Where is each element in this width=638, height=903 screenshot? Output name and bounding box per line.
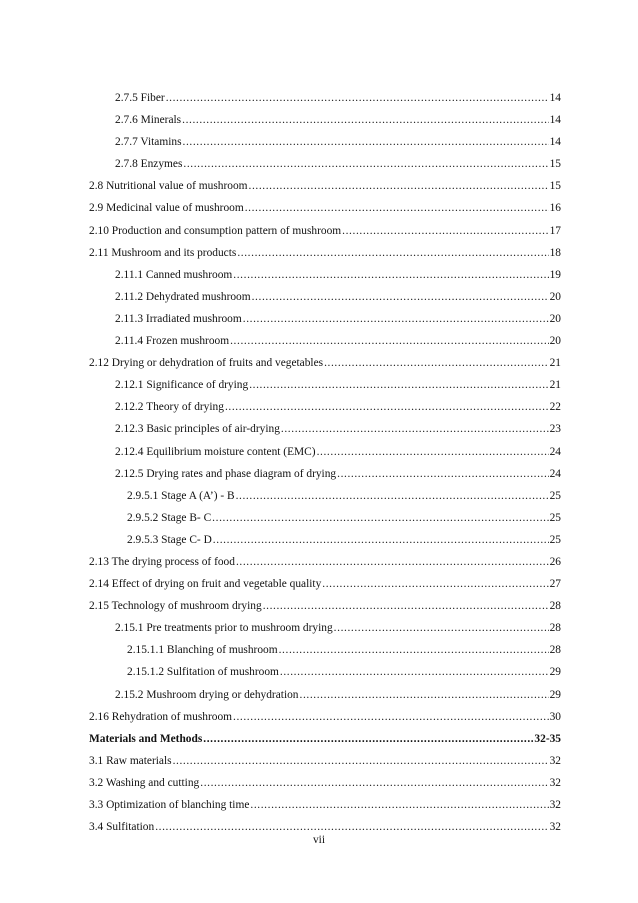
toc-entry-page: 26 <box>549 555 561 568</box>
toc-entry-page: 15 <box>549 180 561 193</box>
toc-entry <box>89 644 561 666</box>
toc-entry-page: 32 <box>549 799 561 811</box>
toc-entry-title: 2.15.2 Mushroom drying or dehydration <box>115 688 299 701</box>
toc-entry-page: 32 <box>549 754 561 767</box>
toc-entry-title: 2.14 Effect of drying on fruit and vegetable quality <box>89 578 322 591</box>
toc-entry-page: 27 <box>549 578 561 591</box>
toc-entry <box>89 423 561 445</box>
toc-entry <box>89 578 561 600</box>
toc-entry <box>89 556 561 578</box>
toc-entry-page: 21 <box>549 357 561 370</box>
dot-leader <box>183 158 548 170</box>
toc-entry <box>89 291 561 313</box>
toc-entry-title: 2.12.5 Drying rates and phase diagram of drying <box>115 467 337 480</box>
toc-entry-page: 21 <box>549 379 561 392</box>
dot-leader <box>233 711 549 723</box>
toc-entry <box>89 755 561 777</box>
toc-entry-title: 2.7.6 Minerals <box>115 114 182 127</box>
toc-entry-title: 2.8 Nutritional value of mushroom <box>89 180 248 193</box>
dot-leader <box>230 335 549 347</box>
dot-leader <box>252 291 549 303</box>
dot-leader <box>213 534 549 546</box>
toc-entry <box>89 379 561 401</box>
dot-leader <box>233 269 548 281</box>
toc-entry-page: 17 <box>549 224 561 237</box>
toc-entry-title: 2.15.1 Pre treatments prior to mushroom drying <box>115 622 333 635</box>
dot-leader <box>280 666 549 678</box>
toc-entry-title: 2.15.1.2 Sulfitation of mushroom <box>127 666 279 679</box>
toc-entry <box>89 313 561 335</box>
toc-entry-page: 23 <box>549 423 561 436</box>
toc-entry-title: Materials and Methods <box>89 732 203 745</box>
toc-entry <box>89 335 561 357</box>
toc-entry <box>89 711 561 733</box>
dot-leader <box>203 733 533 745</box>
toc-entry <box>89 666 561 688</box>
toc-entry <box>89 534 561 556</box>
toc-entry-title: 2.12.1 Significance of drying <box>115 379 249 392</box>
dot-leader <box>279 644 549 656</box>
toc-entry <box>89 269 561 291</box>
toc-entry-title: 2.9.5.1 Stage A (A’) - B <box>127 489 235 502</box>
toc-entry-page: 16 <box>549 202 561 215</box>
dot-leader <box>237 247 548 259</box>
dot-leader <box>173 755 549 767</box>
dot-leader <box>225 401 549 413</box>
toc-entry <box>89 225 561 247</box>
toc-entry-page: 20 <box>549 335 561 348</box>
toc-entry <box>89 202 561 224</box>
toc-entry-title: 3.2 Washing and cutting <box>89 776 200 789</box>
dot-leader <box>245 202 549 214</box>
dot-leader <box>236 490 549 502</box>
toc-entry <box>89 468 561 490</box>
toc-entry-page: 20 <box>549 290 561 303</box>
toc-entry <box>89 92 561 114</box>
dot-leader <box>166 92 549 104</box>
toc-entry-title: 2.9 Medicinal value of mushroom <box>89 202 244 215</box>
toc-entry-page: 32 <box>549 776 561 789</box>
dot-leader <box>342 225 548 237</box>
toc-entry <box>89 180 561 202</box>
dot-leader <box>243 313 549 325</box>
dot-leader <box>281 423 549 435</box>
toc-entry-title: 2.7.5 Fiber <box>115 92 165 104</box>
toc-entry <box>89 622 561 644</box>
toc-entry-page: 15 <box>549 158 561 171</box>
toc-entry <box>89 689 561 711</box>
dot-leader <box>334 622 549 634</box>
dot-leader <box>249 180 549 192</box>
toc-entry-title: 2.10 Production and consumption pattern of mushroom <box>89 224 342 237</box>
toc-entry <box>89 446 561 468</box>
toc-entry-page: 18 <box>549 246 561 259</box>
toc-entry-page: 32 <box>549 821 561 834</box>
toc-entry-title: 2.12 Drying or dehydration of fruits and vegetables <box>89 357 324 370</box>
dot-leader <box>249 379 548 391</box>
toc-entry <box>89 158 561 180</box>
toc-entry-title: 2.11.2 Dehydrated mushroom <box>115 290 251 303</box>
dot-leader <box>183 136 549 148</box>
toc-entry-page: 29 <box>549 666 561 679</box>
dot-leader <box>322 578 548 590</box>
toc-entry-title: 2.11.4 Frozen mushroom <box>115 335 230 348</box>
toc-entry <box>89 733 561 755</box>
toc-entry <box>89 114 561 136</box>
dot-leader <box>200 777 548 789</box>
toc-entry-page: 25 <box>549 533 561 546</box>
toc-entry <box>89 357 561 379</box>
toc-entry-title: 2.9.5.2 Stage B- C <box>127 511 212 524</box>
toc-entry <box>89 512 561 534</box>
page-number: vii <box>312 834 326 846</box>
toc-entry-title: 2.11 Mushroom and its products <box>89 246 237 259</box>
toc-entry-page: 25 <box>549 489 561 502</box>
toc-entry-title: 2.12.3 Basic principles of air-drying <box>115 423 280 436</box>
dot-leader <box>324 357 549 369</box>
toc-entry-title: 2.7.8 Enzymes <box>115 158 183 171</box>
toc-entry-page: 32-35 <box>534 732 561 745</box>
toc-entry-title: 2.7.7 Vitamins <box>115 136 182 149</box>
toc-entry <box>89 136 561 158</box>
toc-entry-page: 28 <box>549 644 561 657</box>
toc-entry-page: 30 <box>549 710 561 723</box>
dot-leader <box>212 512 548 524</box>
dot-leader <box>263 600 549 612</box>
dot-leader <box>155 821 548 833</box>
toc-entry-page: 20 <box>549 312 561 325</box>
table-of-contents <box>89 92 561 843</box>
dot-leader <box>182 114 548 126</box>
toc-entry <box>89 799 561 821</box>
dot-leader <box>337 468 548 480</box>
toc-entry-title: 2.13 The drying process of food <box>89 555 235 568</box>
dot-leader <box>250 799 548 811</box>
dot-leader <box>300 689 549 701</box>
toc-entry-title: 3.1 Raw materials <box>89 754 172 767</box>
toc-entry-title: 2.11.1 Canned mushroom <box>115 268 233 281</box>
toc-entry-title: 2.15.1.1 Blanching of mushroom <box>127 644 278 657</box>
toc-entry-page: 14 <box>549 114 561 127</box>
toc-entry-page: 25 <box>549 511 561 524</box>
toc-entry-page: 28 <box>549 600 561 613</box>
toc-entry-title: 2.12.4 Equilibrium moisture content (EMC) <box>115 445 316 458</box>
toc-entry-title: 2.9.5.3 Stage C- D <box>127 533 212 546</box>
toc-entry <box>89 401 561 423</box>
toc-entry-title: 2.15 Technology of mushroom drying <box>89 600 262 613</box>
toc-entry-page: 29 <box>549 688 561 701</box>
toc-entry-title: 3.4 Sulfitation <box>89 821 155 834</box>
toc-entry-page: 19 <box>549 268 561 281</box>
toc-entry-page: 24 <box>549 445 561 458</box>
dot-leader <box>236 556 549 568</box>
toc-entry-page: 14 <box>549 136 561 149</box>
toc-entry-page: 28 <box>549 622 561 635</box>
toc-entry-title: 3.3 Optimization of blanching time <box>89 799 250 811</box>
toc-entry-page: 22 <box>549 401 561 414</box>
toc-entry <box>89 490 561 512</box>
toc-entry-page: 24 <box>549 467 561 480</box>
toc-entry-title: 2.12.2 Theory of drying <box>115 401 224 414</box>
toc-entry-title: 2.11.3 Irradiated mushroom <box>115 312 242 325</box>
dot-leader <box>317 446 549 458</box>
toc-entry <box>89 247 561 269</box>
toc-entry-page: 14 <box>549 92 561 104</box>
toc-entry <box>89 600 561 622</box>
toc-entry-title: 2.16 Rehydration of mushroom <box>89 710 233 723</box>
toc-entry <box>89 777 561 799</box>
